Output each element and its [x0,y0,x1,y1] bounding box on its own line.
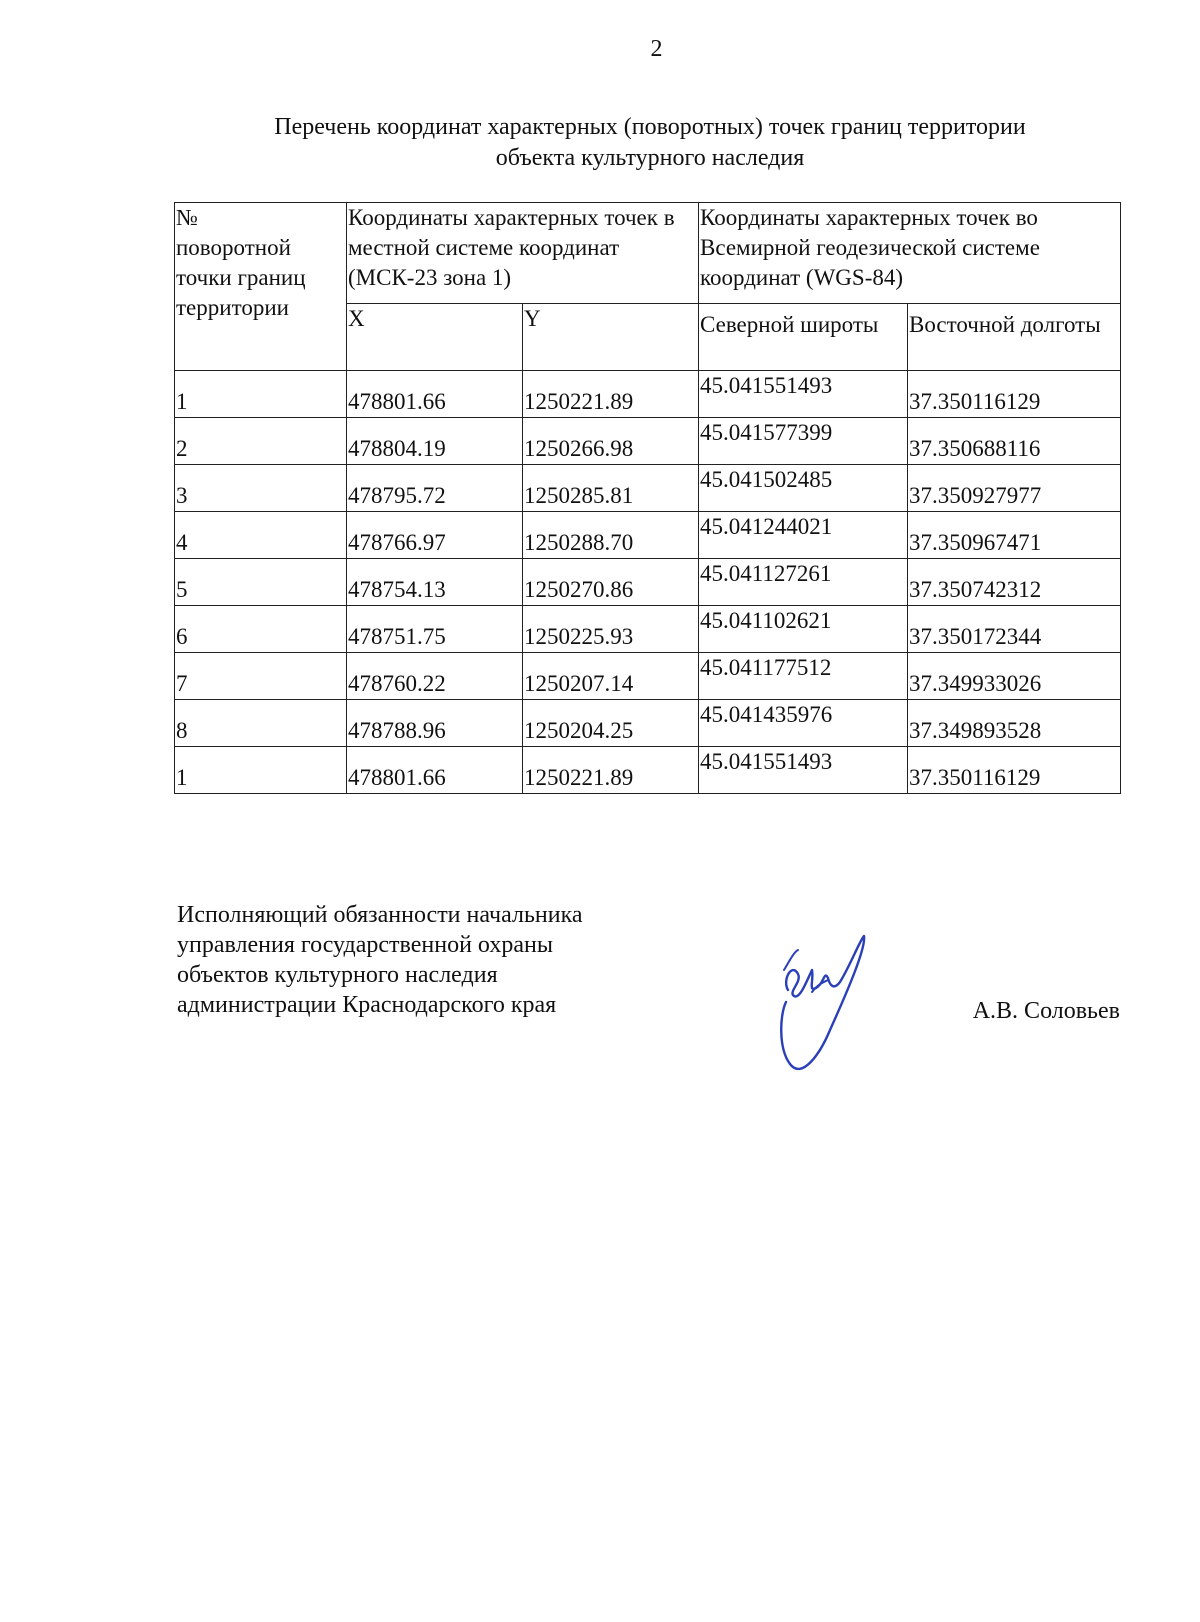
header-north-latitude: Северной широты [699,304,908,371]
header-wgs84-system: Координаты характерных точек во Всемирной геодезической системе координат (WGS-84) [699,203,1121,304]
signer-position-line: объектов культурного наследия [177,962,498,988]
header-point-number-line: территории [176,295,289,320]
table-row [175,606,1121,653]
title-line-2: объекта культурного наследия [495,145,805,171]
header-x: X [347,304,523,371]
table-row [175,512,1121,559]
x-coordinate-cell: 478804.19 [347,418,523,465]
longitude-cell: 37.350688116 [908,418,1121,465]
x-coordinate-cell: 478760.22 [347,653,523,700]
latitude-cell: 45.041102621 [699,606,908,653]
y-coordinate-cell: 1250225.93 [523,606,699,653]
signer-position-line: Исполняющий обязанности начальника [177,902,583,928]
longitude-cell: 37.350927977 [908,465,1121,512]
x-coordinate-cell: 478801.66 [347,371,523,418]
latitude-cell: 45.041435976 [699,700,908,747]
point-number-cell: 1 [175,747,347,794]
y-coordinate-cell: 1250221.89 [523,747,699,794]
table-row [175,747,1121,794]
y-coordinate-cell: 1250266.98 [523,418,699,465]
point-number-cell: 6 [175,606,347,653]
longitude-cell: 37.350116129 [908,371,1121,418]
table-row [175,465,1121,512]
document-title [180,112,1120,174]
point-number-cell: 8 [175,700,347,747]
header-east-longitude: Восточной долготы [908,304,1121,371]
header-local-system: Координаты характерных точек в местной системе координат (МСК-23 зона 1) [347,203,699,304]
point-number-cell: 1 [175,371,347,418]
longitude-cell: 37.350116129 [908,747,1121,794]
y-coordinate-cell: 1250207.14 [523,653,699,700]
latitude-cell: 45.041127261 [699,559,908,606]
latitude-cell: 45.041577399 [699,418,908,465]
point-number-cell: 2 [175,418,347,465]
table-header-row [175,203,1121,304]
table-row [175,653,1121,700]
x-coordinate-cell: 478754.13 [347,559,523,606]
handwritten-signature [768,930,878,1080]
table-row [175,418,1121,465]
x-coordinate-cell: 478788.96 [347,700,523,747]
longitude-cell: 37.350172344 [908,606,1121,653]
signer-position-line: администрации Краснодарского края [177,992,557,1018]
longitude-cell: 37.349893528 [908,700,1121,747]
header-y: Y [523,304,699,371]
point-number-cell: 5 [175,559,347,606]
longitude-cell: 37.350742312 [908,559,1121,606]
latitude-cell: 45.041551493 [699,747,908,794]
latitude-cell: 45.041551493 [699,371,908,418]
signer-position [177,900,697,1020]
table-row [175,700,1121,747]
table-body [175,371,1121,794]
table-row [175,371,1121,418]
point-number-cell: 4 [175,512,347,559]
y-coordinate-cell: 1250204.25 [523,700,699,747]
point-number-cell: 7 [175,653,347,700]
longitude-cell: 37.350967471 [908,512,1121,559]
y-coordinate-cell: 1250270.86 [523,559,699,606]
header-point-number-line: поворотной [176,235,291,260]
x-coordinate-cell: 478766.97 [347,512,523,559]
longitude-cell: 37.349933026 [908,653,1121,700]
point-number-cell: 3 [175,465,347,512]
x-coordinate-cell: 478751.75 [347,606,523,653]
x-coordinate-cell: 478801.66 [347,747,523,794]
y-coordinate-cell: 1250288.70 [523,512,699,559]
header-point-number [175,203,347,371]
y-coordinate-cell: 1250221.89 [523,371,699,418]
signer-position-line: управления государственной охраны [177,932,553,958]
page-number: 2 [650,36,663,62]
latitude-cell: 45.041244021 [699,512,908,559]
table-row [175,559,1121,606]
signer-name: А.В. Соловьев [972,998,1120,1024]
header-point-number-line: № [176,205,198,230]
header-point-number-line: точки границ [176,265,306,290]
latitude-cell: 45.041177512 [699,653,908,700]
y-coordinate-cell: 1250285.81 [523,465,699,512]
latitude-cell: 45.041502485 [699,465,908,512]
title-line-1: Перечень координат характерных (поворотных) точек границ территории [274,114,1026,140]
x-coordinate-cell: 478795.72 [347,465,523,512]
coordinates-table [174,202,1121,794]
